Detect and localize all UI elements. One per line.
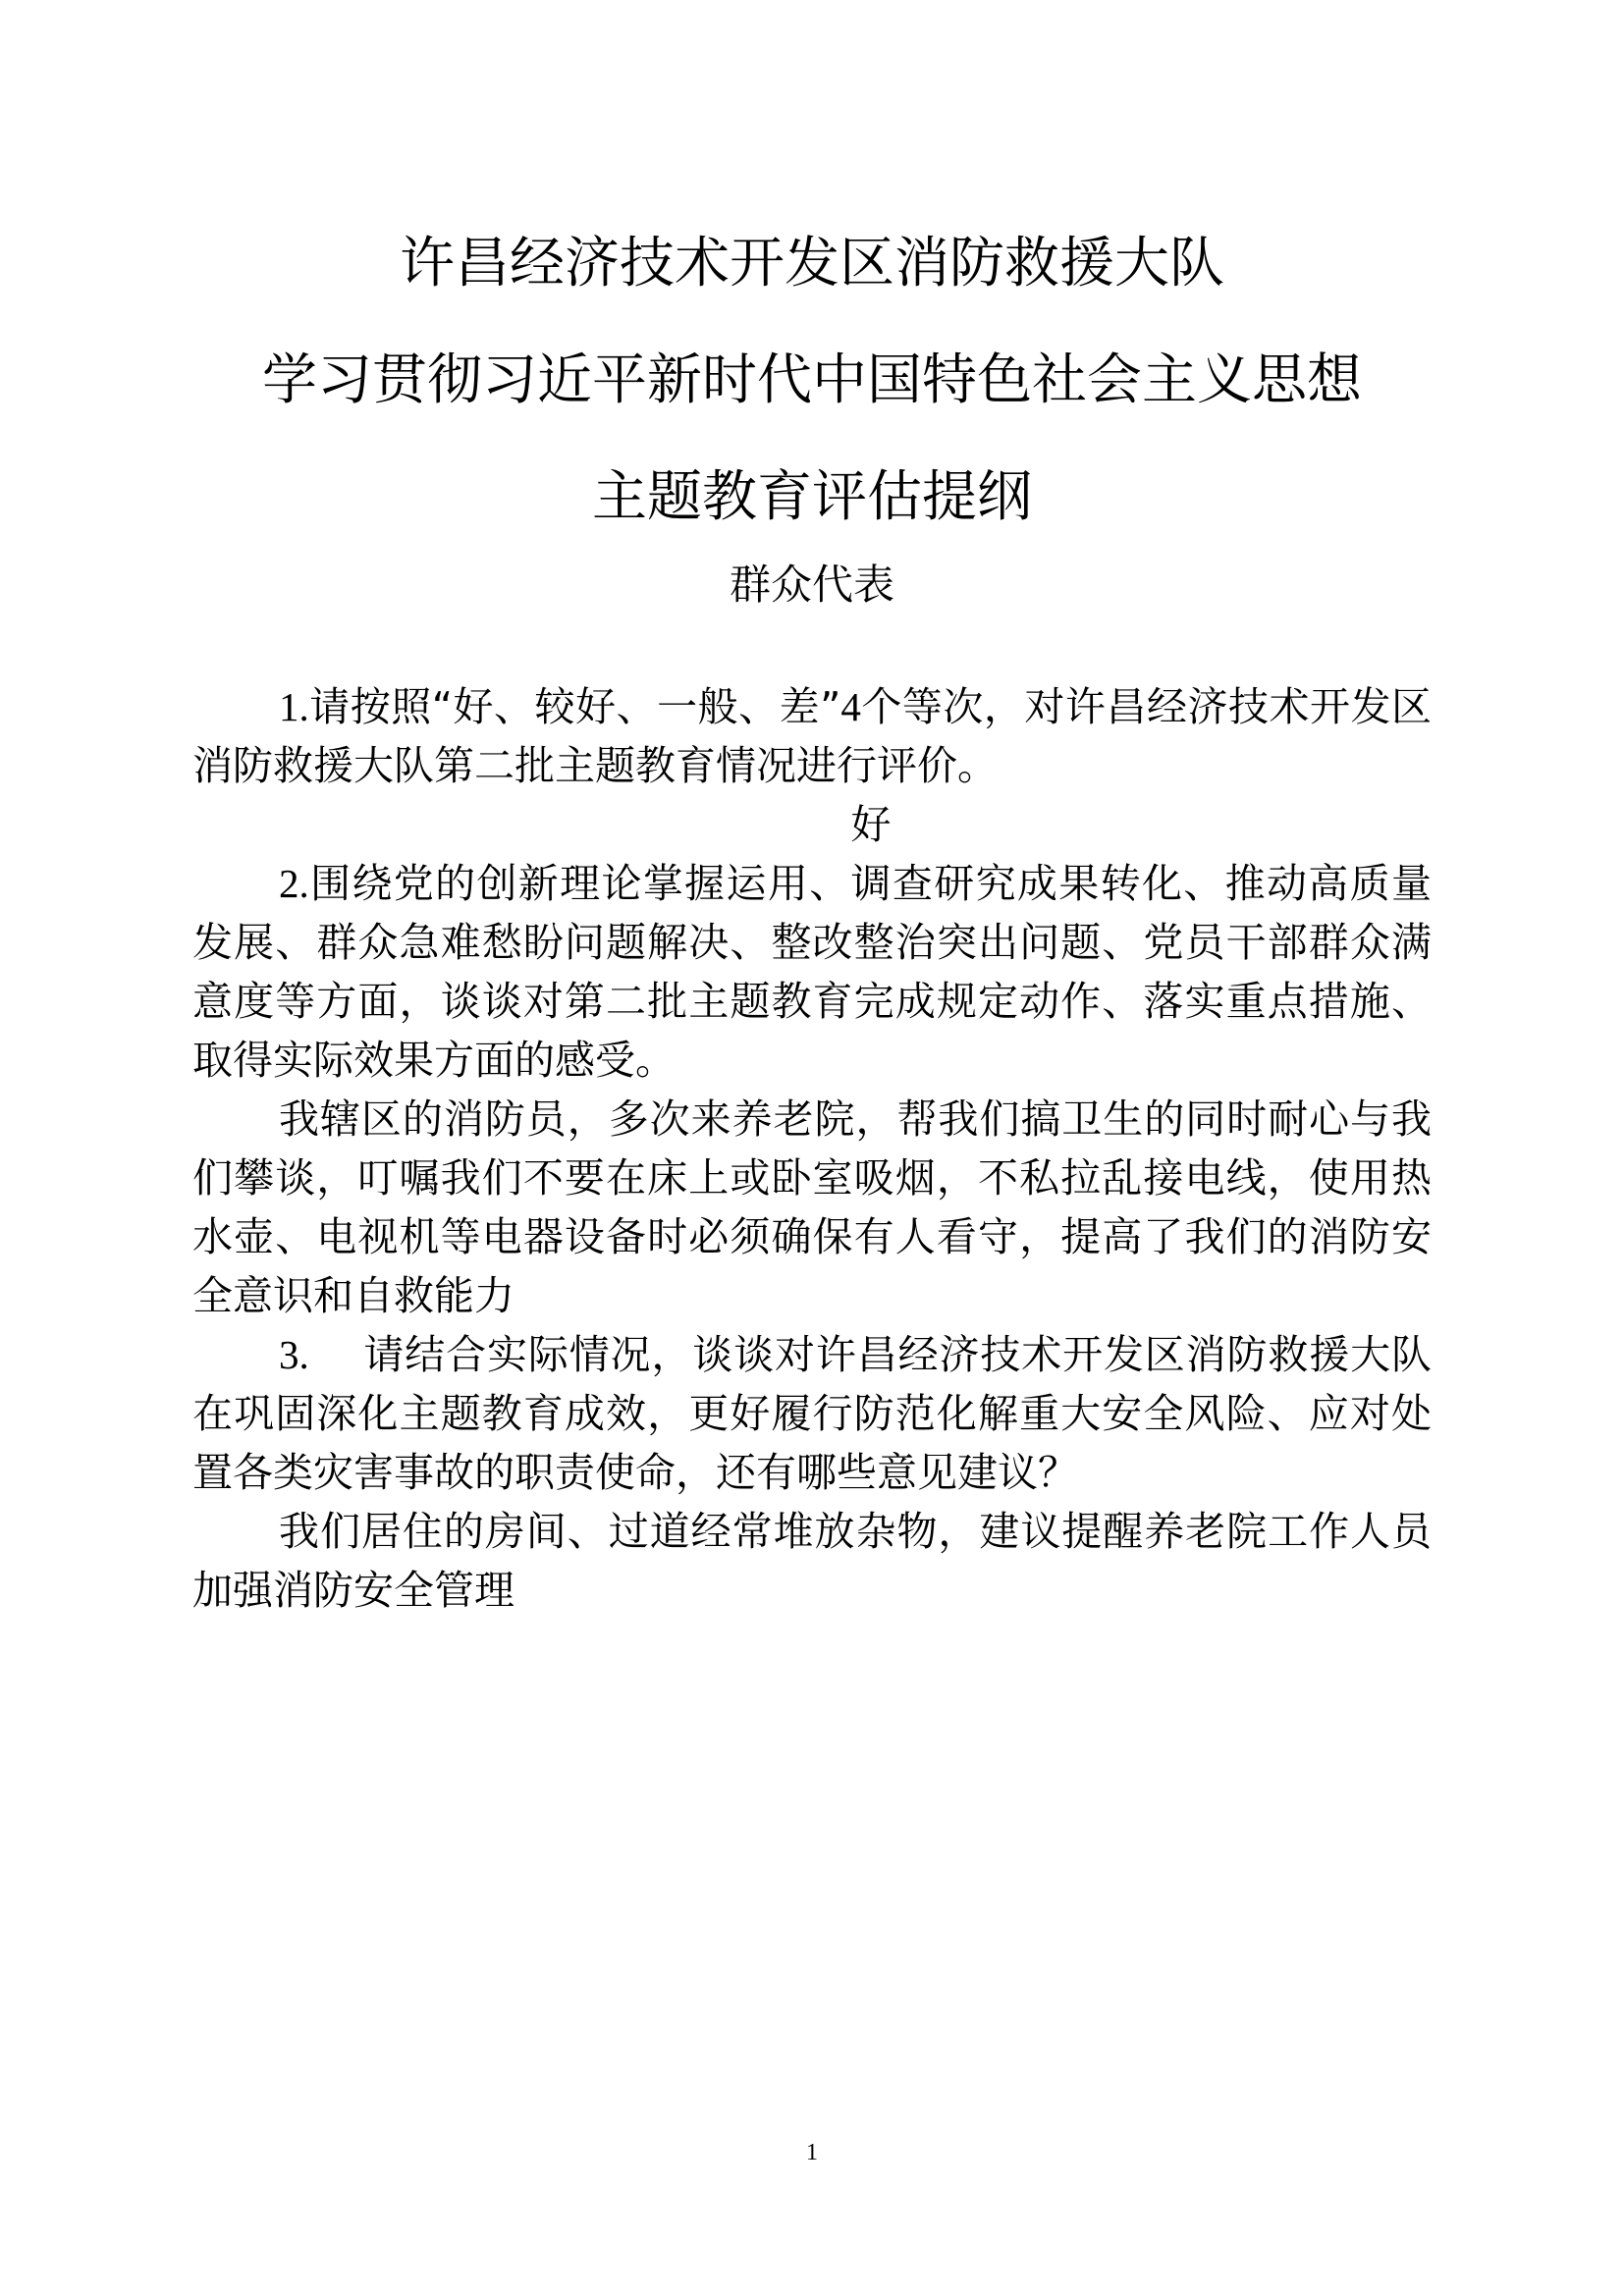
answer-1-text: 好	[850, 801, 892, 848]
question-2	[192, 854, 1432, 1090]
answer-3	[192, 1502, 1432, 1620]
question-2-number: 2.	[279, 861, 309, 906]
question-1	[192, 677, 1432, 795]
question-1-text-a: 请按照“好、较好、一般、差”	[308, 683, 841, 730]
answer-3-text: 我们居住的房间、过道经常堆放杂物，建议提醒养老院工作人员加强消防安全管理	[192, 1508, 1432, 1614]
page-number: 1	[806, 2140, 818, 2165]
answer-1	[192, 795, 1432, 854]
question-3-text: 请结合实际情况，谈谈对许昌经济技术开发区消防救援大队在巩固深化主题教育成效，更好履行防范化解重大安全风险、应对处置各类灾害事故的职责使命，还有哪些意见建议？	[192, 1331, 1433, 1496]
question-3-number: 3.	[279, 1332, 309, 1377]
question-3	[192, 1325, 1432, 1502]
question-1-grade-count: 4	[840, 684, 861, 729]
title-line-1: 许昌经济技术开发区消防救援大队	[400, 232, 1224, 295]
question-1-number: 1.	[279, 684, 309, 729]
title-line-2: 学习贯彻习近平新时代中国特色社会主义思想	[262, 348, 1362, 412]
subtitle: 群众代表	[729, 561, 894, 609]
question-2-text: 围绕党的创新理论掌握运用、调查研究成果转化、推动高质量发展、群众急难愁盼问题解决、整改整治突出问题、党员干部群众满意度等方面，谈谈对第二批主题教育完成规定动作、落实重点措施、取得实际效果方面的感受。	[192, 860, 1432, 1084]
answer-2	[192, 1090, 1432, 1325]
answer-2-text: 我辖区的消防员，多次来养老院，帮我们搞卫生的同时耐心与我们攀谈，叮嘱我们不要在床上或卧室吸烟，不私拉乱接电线，使用热水壶、电视机等电器设备时必须确保有人看守，提高了我们的消防安全意识和自救能力	[192, 1095, 1432, 1319]
title-line-3: 主题教育评估提纲	[592, 465, 1032, 529]
question-1-text-b: 个等次，对许昌经济技术开发区消防救援大队第二批主题教育情况进行评价。	[192, 683, 1433, 789]
